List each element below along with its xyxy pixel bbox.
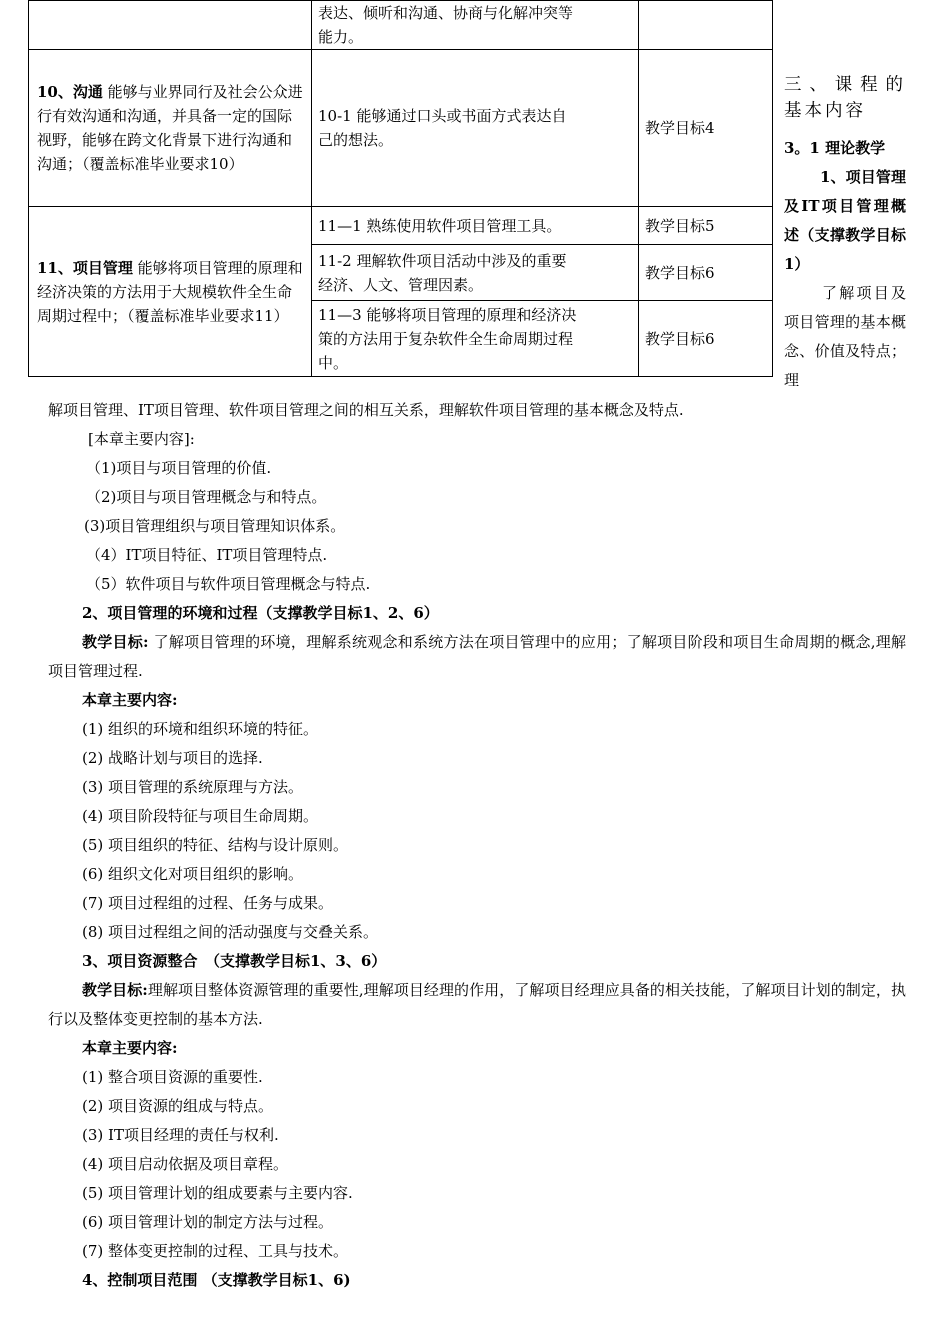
requirement-title: 10、沟通 bbox=[37, 83, 103, 101]
list-item: (4) 项目阶段特征与项目生命周期。 bbox=[82, 807, 319, 825]
indicator-line: 11—3 能够将项目管理的原理和经济决 bbox=[318, 305, 577, 324]
graduation-requirements-table bbox=[28, 0, 773, 377]
goal-label: 教学目标: bbox=[82, 633, 149, 651]
list-item: (5) 项目组织的特征、结构与设计原则。 bbox=[82, 836, 349, 854]
chapter3-content-label: 本章主要内容: bbox=[82, 1039, 178, 1057]
indicator-cell bbox=[312, 1, 639, 50]
list-item: （5）软件项目与软件项目管理概念与特点. bbox=[86, 575, 371, 593]
table-row bbox=[29, 207, 773, 245]
goal-cell: 教学目标6 bbox=[639, 245, 773, 301]
requirement-text: 能够与业界同行及社会公众进行有效沟通和沟通，并具备一定的国际视野，能够在跨文化背景下进行沟通和沟通；（覆盖标准毕业要求10） bbox=[37, 83, 303, 173]
list-item: （4）IT项目特征、IT项目管理特点. bbox=[86, 546, 328, 564]
indicator-line: 策的方法用于复杂软件全生命周期过程 bbox=[318, 329, 574, 348]
goal-cell bbox=[639, 1, 773, 50]
list-item: (2) 项目资源的组成与特点。 bbox=[82, 1097, 274, 1115]
indicator-line: 10-1 能够通过口头或书面方式表达自 bbox=[318, 107, 567, 125]
chapter2-title: 2、项目管理的环境和过程（支撑教学目标1、2、6） bbox=[82, 604, 439, 622]
indicator-cell bbox=[312, 245, 639, 301]
list-item: (7) 项目过程组的过程、任务与成果。 bbox=[82, 894, 334, 912]
side-column bbox=[784, 72, 906, 395]
list-item: (1) 整合项目资源的重要性. bbox=[82, 1068, 263, 1086]
table-row bbox=[29, 1, 773, 50]
indicator-line: 11—1 熟练使用软件项目管理工具。 bbox=[318, 216, 562, 235]
list-item: (5) 项目管理计划的组成要素与主要内容. bbox=[82, 1184, 353, 1202]
goal-cell: 教学目标6 bbox=[639, 301, 773, 377]
chapter1-title: 1、项目管理及IT项目管理概述（支撑教学目标1） bbox=[784, 168, 906, 273]
requirement-title: 11、项目管理 bbox=[37, 258, 133, 277]
indicator-line: 表达、倾听和沟通、协商与化解冲突等 bbox=[318, 4, 574, 22]
requirement-cell bbox=[29, 50, 312, 207]
indicator-cell bbox=[312, 301, 639, 377]
requirement-cell bbox=[29, 207, 312, 377]
indicator-line: 11-2 理解软件项目活动中涉及的重要 bbox=[318, 251, 567, 270]
indicator-line: 中。 bbox=[318, 353, 349, 372]
indicator-line: 能力。 bbox=[318, 28, 364, 46]
indicator-cell bbox=[312, 207, 639, 245]
chapter3-goal bbox=[48, 976, 906, 1034]
chapter2-goal bbox=[48, 628, 906, 686]
list-item: (6) 项目管理计划的制定方法与过程。 bbox=[82, 1213, 334, 1231]
list-item: （1)项目与项目管理的价值. bbox=[86, 459, 272, 477]
main-content bbox=[48, 396, 906, 1295]
chapter1-content-label: [本章主要内容]: bbox=[88, 430, 195, 448]
list-item: (6) 组织文化对项目组织的影响。 bbox=[82, 865, 304, 883]
indicator-line: 经济、人文、管理因素。 bbox=[318, 275, 484, 294]
list-item: （2)项目与项目管理概念与和特点。 bbox=[86, 488, 327, 506]
list-item: (3)项目管理组织与项目管理知识体系。 bbox=[84, 517, 346, 535]
list-item: (1) 组织的环境和组织环境的特征。 bbox=[82, 720, 319, 738]
goal-text: 理解项目整体资源管理的重要性,理解项目经理的作用，了解项目经理应具备的相关技能，了解项目计划的制定，执行以及整体变更控制的基本方法. bbox=[48, 981, 906, 1028]
chapter2-content-label: 本章主要内容: bbox=[82, 691, 178, 709]
indicator-cell bbox=[312, 50, 639, 207]
goal-cell: 教学目标5 bbox=[639, 207, 773, 245]
table-row bbox=[29, 50, 773, 207]
list-item: (3) 项目管理的系统原理与方法。 bbox=[82, 778, 304, 796]
indicator-line: 己的想法。 bbox=[318, 131, 394, 149]
list-item: (7) 整体变更控制的过程、工具与技术。 bbox=[82, 1242, 349, 1260]
requirement-text: 能够将项目管理的原理和经济决策的方法用于大规模软件全生命周期过程中；（覆盖标准毕业要求11） bbox=[37, 258, 303, 325]
subsection-heading: 3。1 理论教学 bbox=[784, 139, 886, 157]
goal-text: 了解项目管理的环境，理解系统观念和系统方法在项目管理中的应用；了解项目阶段和项目生命周期的概念,理解项目管理过程. bbox=[48, 633, 906, 680]
list-item: (2) 战略计划与项目的选择. bbox=[82, 749, 263, 767]
chapter1-text-continued: 解项目管理、IT项目管理、软件项目管理之间的相互关系，理解软件项目管理的基本概念及特点. bbox=[48, 401, 684, 419]
chapter3-title: 3、项目资源整合 （支撑教学目标1、3、6） bbox=[82, 952, 387, 970]
list-item: (8) 项目过程组之间的活动强度与交叠关系。 bbox=[82, 923, 379, 941]
chapter4-title: 4、控制项目范围 （支撑教学目标1、6) bbox=[82, 1271, 351, 1289]
chapter1-text: 了解项目及项目管理的基本概念、价值及特点；理 bbox=[784, 284, 906, 389]
list-item: (4) 项目启动依据及项目章程。 bbox=[82, 1155, 289, 1173]
requirement-cell bbox=[29, 1, 312, 50]
section-heading: 三、课程的基本内容 bbox=[784, 75, 906, 121]
goal-label: 教学目标: bbox=[82, 981, 148, 999]
goal-cell: 教学目标4 bbox=[639, 50, 773, 207]
list-item: (3) IT项目经理的责任与权利. bbox=[82, 1126, 279, 1144]
